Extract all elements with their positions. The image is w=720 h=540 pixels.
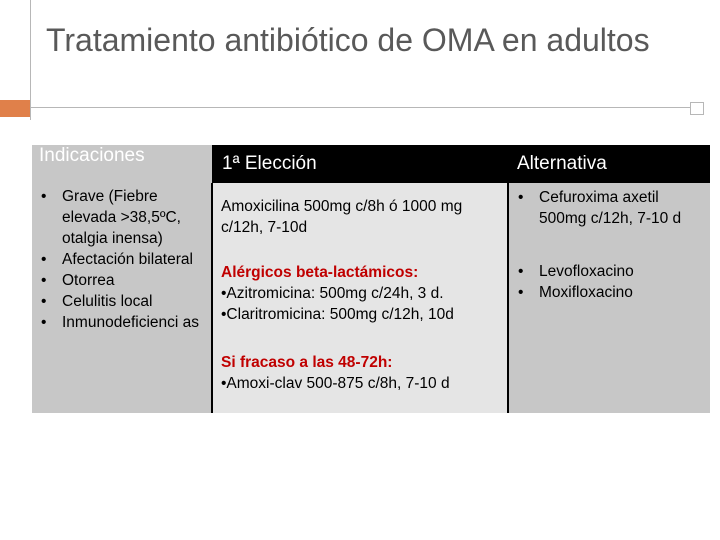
claritromicina-line: •Claritromicina: 500mg c/12h, 10d bbox=[221, 306, 454, 323]
left-vertical-rule bbox=[30, 0, 31, 120]
alergicos-heading: Alérgicos beta-lactámicos: bbox=[221, 264, 419, 281]
treatment-table bbox=[32, 145, 508, 413]
header-indicaciones bbox=[32, 145, 212, 183]
primera-row1-text: Amoxicilina 500mg c/8h ó 1000 mg c/12h, 7-10d bbox=[221, 198, 463, 236]
amoxi-clav-line: •Amoxi-clav 500-875 c/8h, 7-10 d bbox=[221, 375, 450, 392]
header-alternativa: Alternativa bbox=[509, 145, 710, 183]
indicacion-item: • Grave (Fiebre elevada >38,5ºC, otalgia inensa) bbox=[32, 186, 211, 249]
header-primera-eleccion bbox=[212, 145, 508, 183]
indicacion-item: • Celulitis local bbox=[32, 291, 211, 312]
primera-row2-block bbox=[213, 255, 508, 325]
indicaciones-cell bbox=[32, 183, 212, 413]
indicacion-item: • Afectación bilateral bbox=[32, 249, 211, 270]
header-indicaciones-label: Indicaciones bbox=[39, 145, 145, 166]
alternativa-row3-cell bbox=[509, 335, 710, 413]
alternativa-row1-cell bbox=[509, 183, 710, 255]
primera-row2-cell bbox=[212, 255, 508, 335]
primera-row1-cell bbox=[212, 183, 508, 255]
primera-row3-cell bbox=[212, 335, 508, 413]
fracaso-heading: Si fracaso a las 48-72h: bbox=[221, 354, 393, 371]
slide-title: Tratamiento antibiótico de OMA en adultos bbox=[46, 22, 650, 58]
alternativa-item: • Cefuroxima axetil 500mg c/12h, 7-10 d bbox=[509, 187, 710, 229]
title-underline-rule bbox=[30, 107, 690, 108]
alternativa-item: • Moxifloxacino bbox=[509, 282, 710, 303]
indicacion-item: • Inmunodeficienci as bbox=[32, 312, 211, 333]
alternativa-row1-list bbox=[509, 183, 710, 229]
rule-end-square bbox=[690, 102, 704, 115]
alternativa-item: • Levofloxacino bbox=[509, 261, 710, 282]
orange-accent-block bbox=[0, 100, 30, 117]
alternativa-row2-list bbox=[509, 255, 710, 303]
alternativa-row2-cell bbox=[509, 255, 710, 335]
header-primera-eleccion-label: 1ª Elección bbox=[222, 153, 317, 174]
indicaciones-list bbox=[32, 186, 211, 333]
primera-row3-block bbox=[213, 335, 508, 394]
indicacion-item: • Otorrea bbox=[32, 270, 211, 291]
alternativa-column bbox=[507, 145, 710, 413]
azitromicina-line: •Azitromicina: 500mg c/24h, 3 d. bbox=[221, 285, 444, 302]
